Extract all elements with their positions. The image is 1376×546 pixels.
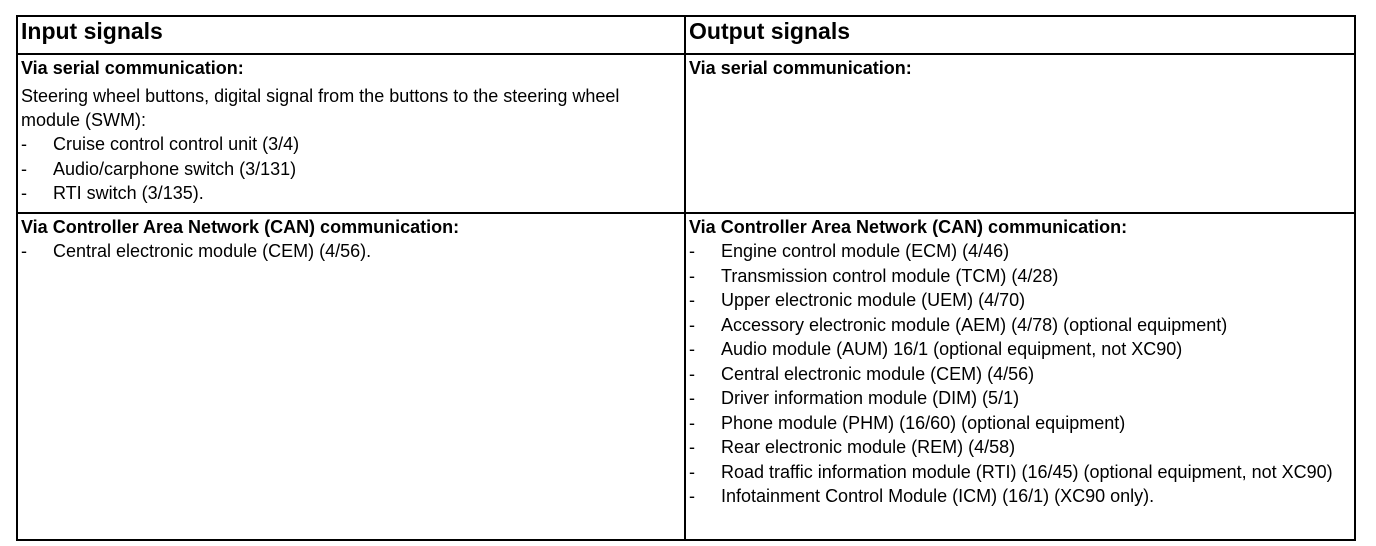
input-signals-header: Input signals	[17, 16, 685, 54]
dash-bullet: -	[21, 158, 27, 179]
list-item-text: Central electronic module (CEM) (4/56)	[721, 363, 1035, 384]
dash-bullet: -	[689, 388, 695, 408]
dash-bullet: -	[689, 241, 695, 261]
dash-bullet: -	[689, 412, 695, 433]
dash-bullet: -	[689, 290, 695, 310]
can-output-heading: Via Controller Area Network (CAN) communication:	[689, 217, 1128, 237]
list-item-text: Audio/carphone switch (3/131)	[53, 158, 297, 179]
list-item-text: Phone module (PHM) (16/60) (optional equipment)	[721, 412, 1126, 433]
serial-output-heading: Via serial communication:	[689, 58, 912, 78]
dash-bullet: -	[21, 183, 27, 203]
can-row	[17, 213, 1355, 540]
can-input-cell	[17, 213, 685, 540]
dash-bullet: -	[21, 134, 27, 154]
dash-bullet: -	[689, 486, 695, 506]
list-item	[689, 362, 1352, 387]
serial-input-heading: Via serial communication:	[21, 58, 244, 78]
header-row	[17, 16, 1355, 54]
list-item-text: Upper electronic module (UEM) (4/70)	[721, 290, 1026, 310]
serial-row	[17, 54, 1355, 213]
list-item	[21, 181, 682, 206]
list-item-text: Engine control module (ECM) (4/46)	[721, 241, 1010, 261]
list-item	[689, 460, 1352, 485]
can-input-list	[21, 239, 682, 264]
list-item-text: Road traffic information module (RTI) (16/45) (optional equipment, not XC90)	[721, 461, 1333, 482]
list-item	[689, 484, 1352, 509]
dash-bullet: -	[689, 437, 695, 457]
list-item	[689, 386, 1352, 411]
dash-bullet: -	[21, 241, 27, 261]
list-item-text: RTI switch (3/135).	[53, 183, 204, 203]
list-item	[21, 157, 682, 182]
list-item	[689, 337, 1352, 362]
list-item-text: Rear electronic module (REM) (4/58)	[721, 437, 1016, 457]
dash-bullet: -	[689, 363, 695, 384]
list-item-text: Cruise control control unit (3/4)	[53, 134, 300, 154]
list-item	[689, 313, 1352, 338]
list-item	[689, 239, 1352, 264]
list-item-text: Accessory electronic module (AEM) (4/78) (optional equipment)	[721, 314, 1228, 335]
serial-input-intro: Steering wheel buttons, digital signal from the buttons to the steering wheel module (SWM):	[21, 86, 620, 130]
list-item-text: Audio module (AUM) 16/1 (optional equipment, not XC90)	[721, 339, 1183, 359]
dash-bullet: -	[689, 314, 695, 335]
dash-bullet: -	[689, 265, 695, 286]
list-item	[21, 132, 682, 157]
can-input-heading: Via Controller Area Network (CAN) communication:	[21, 217, 460, 237]
list-item	[21, 239, 682, 264]
list-item	[689, 288, 1352, 313]
list-item	[689, 264, 1352, 289]
serial-output-cell	[685, 54, 1355, 213]
serial-input-cell	[17, 54, 685, 213]
list-item-text: Central electronic module (CEM) (4/56).	[53, 241, 372, 261]
list-item-text: Transmission control module (TCM) (4/28)	[721, 265, 1059, 286]
dash-bullet: -	[689, 339, 695, 359]
serial-input-list	[21, 132, 682, 206]
list-item	[689, 411, 1352, 436]
list-item-text: Driver information module (DIM) (5/1)	[721, 388, 1020, 408]
dash-bullet: -	[689, 461, 695, 482]
signals-table	[16, 15, 1356, 541]
can-output-cell	[685, 213, 1355, 540]
output-signals-header: Output signals	[685, 16, 1355, 54]
list-item-text: Infotainment Control Module (ICM) (16/1) (XC90 only).	[721, 486, 1155, 506]
list-item	[689, 435, 1352, 460]
can-output-list	[689, 239, 1352, 509]
